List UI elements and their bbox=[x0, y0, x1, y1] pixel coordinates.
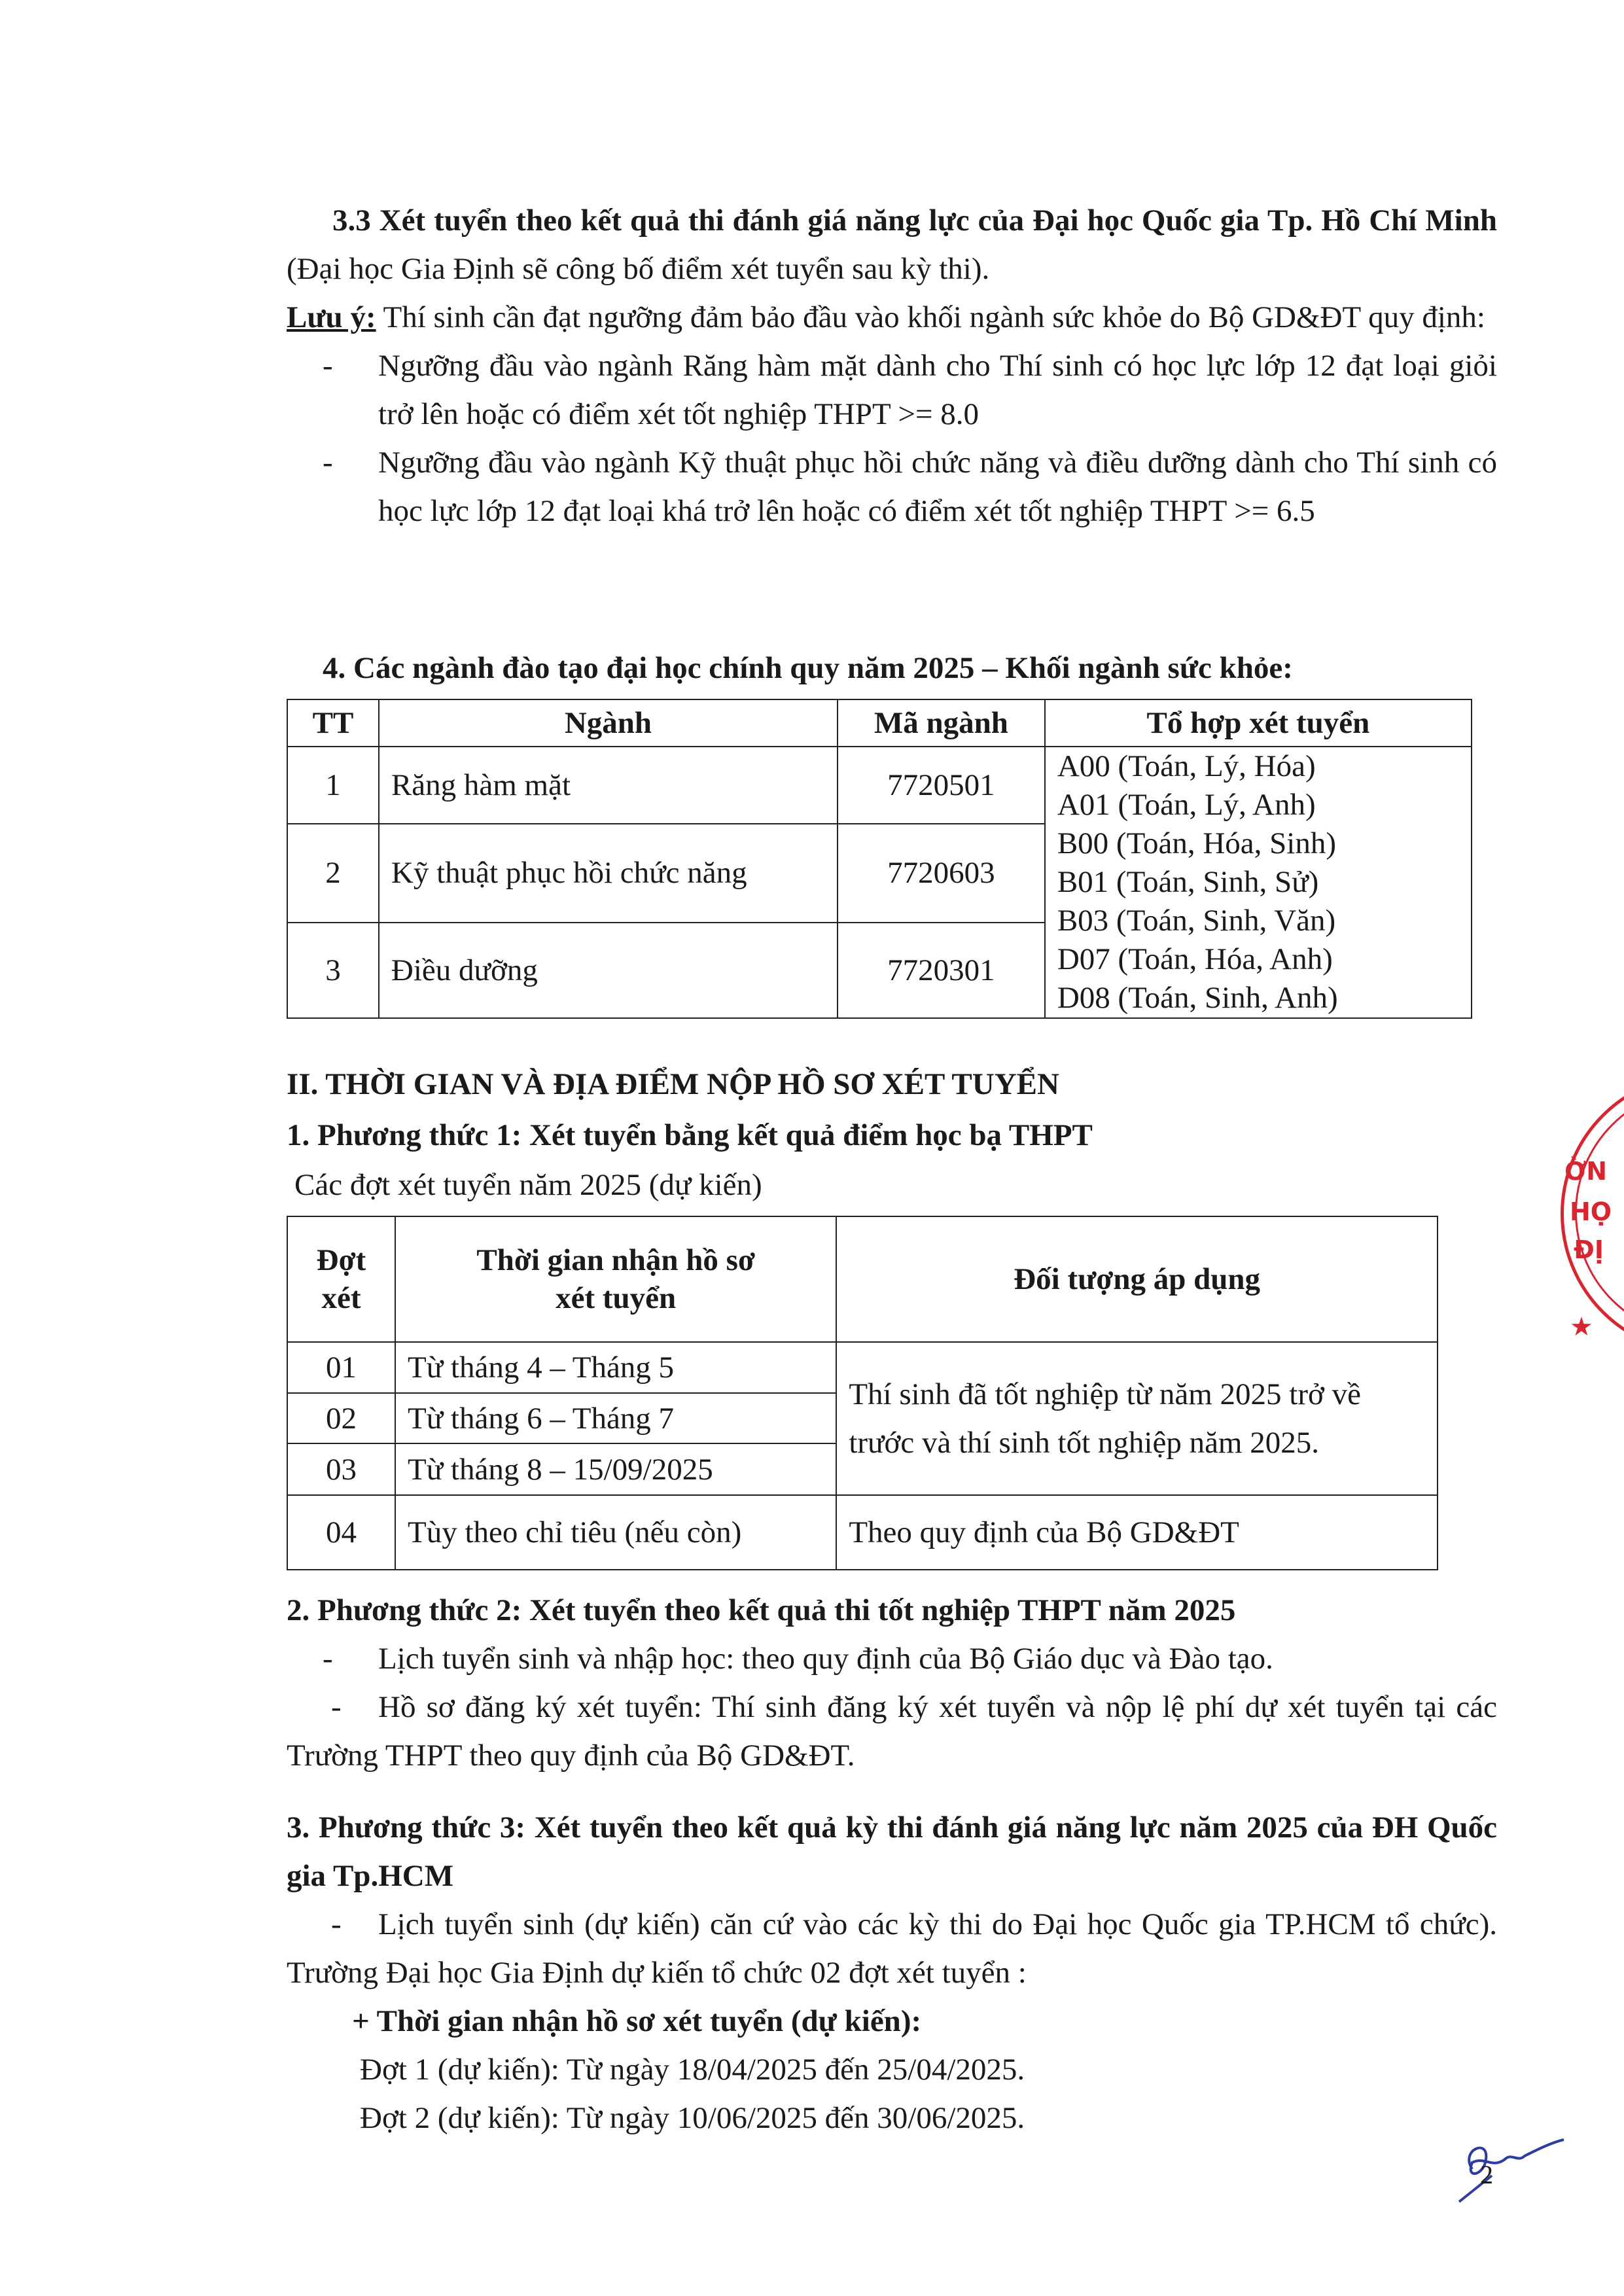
threshold-item-rehab bbox=[287, 438, 1497, 535]
header-tt: TT bbox=[287, 699, 379, 747]
row-nganh: Răng hàm mặt bbox=[379, 747, 838, 824]
combo-item: B03 (Toán, Sinh, Văn) bbox=[1057, 904, 1336, 938]
method-3-round-2: Đợt 2 (dự kiến): Từ ngày 10/06/2025 đến 30/06/2025. bbox=[360, 2101, 1025, 2135]
method-2 bbox=[287, 1586, 1497, 1780]
stamp-text-line: ĐỊ bbox=[1574, 1235, 1604, 1264]
bullet-dash: - bbox=[323, 1642, 333, 1676]
header-to-hop: Tổ hợp xét tuyển bbox=[1045, 699, 1472, 747]
combos-cell bbox=[1045, 747, 1472, 1018]
method-2-item-text: Hồ sơ đăng ký xét tuyển: Thí sinh đăng ký xét tuyển và nộp lệ phí dự xét tuyển tại các Trường THPT theo quy định của Bộ GD&ĐT. bbox=[287, 1690, 1497, 1773]
rounds-table-header bbox=[287, 1216, 1438, 1342]
bullet-dash: - bbox=[323, 349, 333, 383]
method-3-heading: 3. Phương thức 3: Xét tuyển theo kết quả kỳ thi đánh giá năng lực năm 2025 của ĐH Quốc gia Tp.HCM bbox=[287, 1810, 1497, 1893]
method-1-subtitle: Các đợt xét tuyển năm 2025 (dự kiến) bbox=[294, 1168, 762, 1202]
row-tt: 2 bbox=[287, 824, 379, 923]
header-ma-nganh: Mã ngành bbox=[838, 699, 1045, 747]
note-label: Lưu ý: bbox=[287, 300, 376, 334]
threshold-item-dental bbox=[287, 342, 1497, 438]
section-3-3 bbox=[287, 196, 1497, 535]
combo-item: B01 (Toán, Sinh, Sử) bbox=[1057, 865, 1319, 899]
method-3-item bbox=[287, 1900, 1497, 1997]
note-paragraph bbox=[287, 293, 1497, 342]
official-stamp bbox=[1561, 1060, 1624, 1361]
combo-item: B00 (Toán, Hóa, Sinh) bbox=[1057, 826, 1337, 860]
round-number: 02 bbox=[287, 1393, 395, 1443]
round-time: Từ tháng 4 – Tháng 5 bbox=[395, 1342, 836, 1393]
method-3-round-1: Đợt 1 (dự kiến): Từ ngày 18/04/2025 đến 25/04/2025. bbox=[360, 2053, 1025, 2087]
row-nganh: Kỹ thuật phục hồi chức năng bbox=[379, 824, 838, 923]
row-ma: 7720301 bbox=[838, 923, 1045, 1018]
row-tt: 1 bbox=[287, 747, 379, 824]
table-row bbox=[287, 747, 1472, 824]
table-row bbox=[287, 1495, 1438, 1570]
threshold-text-rehab: Ngưỡng đầu vào ngành Kỹ thuật phục hồi chức năng và điều dưỡng dành cho Thí sinh có học lực lớp 12 đạt loại khá trở lên hoặc có điểm xét tốt nghiệp THPT >= 6.5 bbox=[378, 446, 1497, 528]
threshold-text-dental: Ngưỡng đầu vào ngành Răng hàm mặt dành cho Thí sinh có học lực lớp 12 đạt loại giỏi trở lên hoặc có điểm xét tốt nghiệp THPT >= 8.0 bbox=[378, 349, 1497, 431]
round-number: 03 bbox=[287, 1443, 395, 1495]
round-time: Từ tháng 8 – 15/09/2025 bbox=[395, 1443, 836, 1495]
bullet-dash: - bbox=[331, 1907, 342, 1941]
page-number: 2 bbox=[1480, 2160, 1493, 2189]
majors-table-header bbox=[287, 699, 1472, 747]
stamp-star-icon: ★ bbox=[1570, 1312, 1593, 1342]
row-ma: 7720603 bbox=[838, 824, 1045, 923]
section-ii-heading: II. THỜI GIAN VÀ ĐỊA ĐIỂM NỘP HỒ SƠ XÉT TUYỂN bbox=[287, 1067, 1059, 1101]
combo-item: D08 (Toán, Sinh, Anh) bbox=[1057, 981, 1338, 1015]
combo-item: A01 (Toán, Lý, Anh) bbox=[1057, 788, 1316, 822]
row-ma: 7720501 bbox=[838, 747, 1045, 824]
method-3 bbox=[287, 1803, 1497, 2142]
row-nganh: Điều dưỡng bbox=[379, 923, 838, 1018]
section-3-3-title: 3.3 Xét tuyển theo kết quả thi đánh giá năng lực của Đại học Quốc gia Tp. Hồ Chí Minh bbox=[332, 203, 1497, 238]
round-time: Từ tháng 6 – Tháng 7 bbox=[395, 1393, 836, 1443]
section-4-heading: 4. Các ngành đào tạo đại học chính quy năm 2025 – Khối ngành sức khỏe: bbox=[323, 651, 1293, 685]
method-3-time-heading: + Thời gian nhận hồ sơ xét tuyển (dự kiến): bbox=[352, 2004, 922, 2038]
header-thoi-gian: Thời gian nhận hồ sơ xét tuyển bbox=[395, 1216, 836, 1342]
bullet-dash: - bbox=[331, 1690, 342, 1724]
stamp-text-line: ỜN bbox=[1564, 1157, 1607, 1186]
method-2-item-text: Lịch tuyển sinh và nhập học: theo quy định của Bộ Giáo dục và Đào tạo. bbox=[378, 1642, 1273, 1676]
header-nganh: Ngành bbox=[379, 699, 838, 747]
combo-item: A00 (Toán, Lý, Hóa) bbox=[1057, 749, 1316, 783]
round-number: 01 bbox=[287, 1342, 395, 1393]
method-2-item bbox=[287, 1634, 1497, 1683]
round-time: Tùy theo chỉ tiêu (nếu còn) bbox=[395, 1495, 836, 1570]
section-3-3-heading bbox=[287, 196, 1497, 293]
header-dot-xet: Đợt xét bbox=[287, 1216, 395, 1342]
note-text: Thí sinh cần đạt ngưỡng đảm bảo đầu vào khối ngành sức khỏe do Bộ GD&ĐT quy định: bbox=[376, 300, 1485, 334]
stamp-text-line: HỌ bbox=[1570, 1197, 1612, 1226]
signature-initials-icon bbox=[1446, 2123, 1570, 2208]
combo-item: D07 (Toán, Hóa, Anh) bbox=[1057, 942, 1333, 976]
method-2-heading: 2. Phương thức 2: Xét tuyển theo kết quả thi tốt nghiệp THPT năm 2025 bbox=[287, 1593, 1236, 1627]
method-3-item-text: Lịch tuyển sinh (dự kiến) căn cứ vào các kỳ thi do Đại học Quốc gia TP.HCM tổ chức). Trường Đại học Gia Định dự kiến tổ chức 02 đợt xét tuyển : bbox=[287, 1907, 1497, 1990]
header-doi-tuong: Đối tượng áp dụng bbox=[836, 1216, 1438, 1342]
round-number: 04 bbox=[287, 1495, 395, 1570]
method-2-item bbox=[287, 1683, 1497, 1780]
row-tt: 3 bbox=[287, 923, 379, 1018]
table-row bbox=[287, 1342, 1438, 1393]
round-target-merged: Thí sinh đã tốt nghiệp từ năm 2025 trở về trước và thí sinh tốt nghiệp năm 2025. bbox=[836, 1342, 1438, 1495]
round-target: Theo quy định của Bộ GD&ĐT bbox=[836, 1495, 1438, 1570]
rounds-table bbox=[287, 1216, 1438, 1570]
section-3-3-title-note: (Đại học Gia Định sẽ công bố điểm xét tuyển sau kỳ thi). bbox=[287, 252, 990, 286]
bullet-dash: - bbox=[323, 446, 333, 480]
method-1-heading: 1. Phương thức 1: Xét tuyển bằng kết quả điểm học bạ THPT bbox=[287, 1118, 1093, 1152]
majors-table bbox=[287, 699, 1472, 1019]
